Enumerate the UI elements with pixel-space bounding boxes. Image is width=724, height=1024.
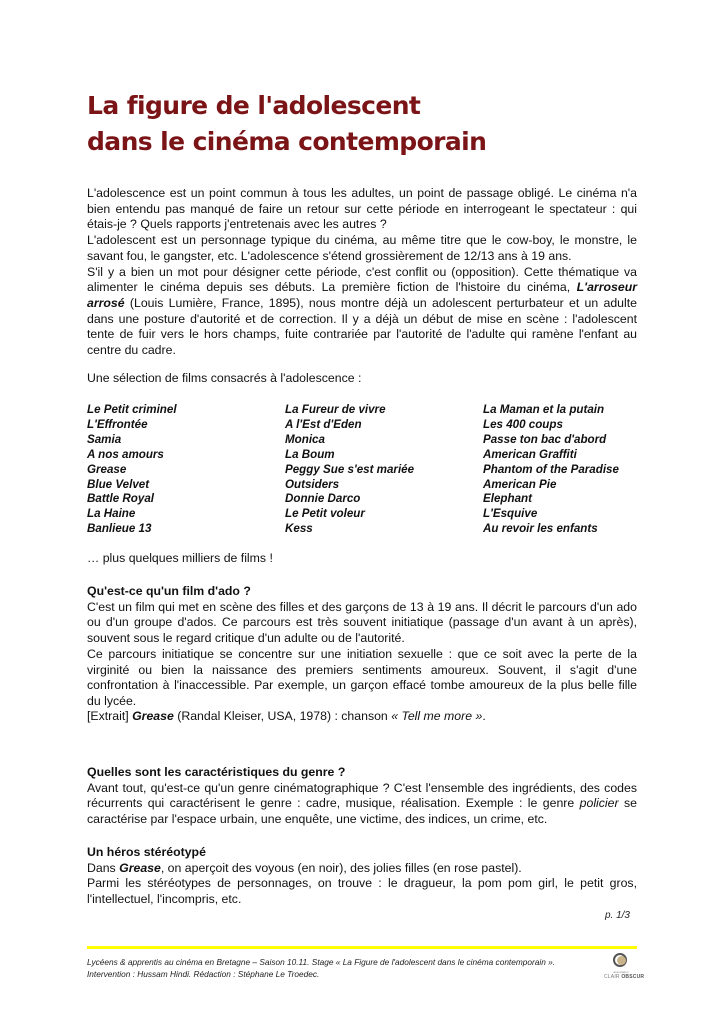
intro-paragraph-2: L'adolescent est un personnage typique du cinéma, au même titre que le cow-boy, le monstre, le savant fou, le gangster, etc. L'adolescence s'étend grossièrement de 12/13 ans à 19 ans. [87, 233, 637, 263]
section-paragraph: C'est un film qui met en scène des filles et des garçons de 13 à 19 ans. Il décrit le parcours d'un ado ou d'un groupe d'ados. Ce parcours est très souvent initiatique (passage d'un avant à un après), souvent sous le regard critique d'un adulte ou de l'autorité. [87, 599, 637, 646]
film-item: La Fureur de vivre [285, 403, 386, 416]
section-paragraph: Ce parcours initiatique se concentre sur une initiation sexuelle : que ce soit avec la perte de la virginité ou bien la naissance des premiers sentiments amoureux. Souvent, il s'agit d'une confrontation à l'inaccessible. Par exemple, un garçon effacé tombe amoureux de la plus belle fille du lycée. [87, 646, 637, 708]
text-run: , on aperçoit des voyous (en noir), des jolies filles (en rose pastel). [160, 860, 522, 875]
film-column-2 [285, 403, 414, 537]
film-item: La Maman et la putain [483, 403, 605, 416]
film-item: Outsiders [285, 477, 340, 491]
film-item: La Boum [285, 447, 335, 461]
section-paragraph [87, 861, 637, 877]
selection-label: Une sélection de films consacrés à l'adolescence : [87, 371, 362, 385]
section-heading: Quelles sont les caractéristiques du genre ? [87, 765, 346, 779]
text-run: Dans [87, 860, 120, 875]
section-genre-characteristics [87, 765, 637, 828]
section-paragraph [87, 781, 637, 828]
film-item: A l'Est d'Eden [285, 417, 362, 431]
film-item: A nos amours [87, 447, 164, 461]
title-line-2: dans le cinéma contemporain [87, 127, 487, 156]
film-item: Monica [285, 432, 325, 446]
section-heading: Qu'est-ce qu'un film d'ado ? [87, 584, 251, 598]
text-run: S'il y a bien un mot pour désigner cette période, c'est conflit ou (opposition). Cette thématique va alimenter le cinéma depuis ses débuts. La première fiction de l'histoire du cinéma, [87, 264, 637, 295]
film-item: Les 400 coups [483, 417, 563, 431]
text-run: [Extrait] [87, 709, 133, 723]
text-run: Avant tout, qu'est-ce qu'un genre cinématographique ? C'est l'ensemble des ingrédients, des codes récurrents qui caractérisent le genre : cadre, musique, réalisation. Exemple : le genre [87, 780, 637, 811]
film-item: Banlieue 13 [87, 522, 152, 536]
film-column-1 [87, 403, 177, 537]
logo-tagline: association [613, 970, 629, 974]
logo-name [604, 974, 645, 980]
text-run: (Louis Lumière, France, 1895), nous montre déjà un adolescent perturbateur et un adulte dans une posture d'autorité et de correction. Il y a déjà un début de mise en scène : l'adolescent tente de fuir vers le hors champs, fuite contrariée par l'autorité de l'adulte qui ramène l'enfant au centre du cadre. [87, 295, 637, 358]
footer-line-2: Intervention : Hussam Hindi. Rédaction : Stéphane Le Troedec. [87, 969, 320, 979]
film-item: Kess [285, 522, 313, 536]
film-title-arroseur: L'arroseur arrosé [87, 280, 637, 310]
section-teen-film [87, 584, 637, 710]
film-item: Elephant [483, 492, 532, 506]
title-line-1: La figure de l'adolescent [87, 91, 421, 120]
section-heading: Un héros stéréotypé [87, 845, 206, 859]
clair-obscur-logo [604, 953, 645, 983]
extract-paragraph [87, 709, 637, 725]
film-item: Grease [87, 462, 127, 476]
section-paragraph: Parmi les stéréotypes de personnages, on trouve : le dragueur, la pom pom girl, le petit gros, l'intellectuel, l'incompris, etc. [87, 876, 637, 907]
film-item: Au revoir les enfants [483, 522, 598, 536]
footer-line-1: Lycéens & apprentis au cinéma en Bretagne – Saison 10.11. Stage « La Figure de l'adolescent dans le cinéma contemporain ». [87, 957, 556, 967]
text-run: . [482, 709, 486, 723]
intro-paragraph-3 [87, 265, 637, 359]
film-title-grease: Grease [132, 709, 174, 723]
intro-paragraph-1: L'adolescence est un point commun à tous les adultes, un point de passage obligé. Le cinéma n'a bien entendu pas manqué de faire un retour sur cette période en interrogeant le spectateur : qui étais-je ? Quels rapports j'entretenais avec les autres ? [87, 186, 637, 232]
film-item: Samia [87, 432, 122, 446]
film-title-grease: Grease [119, 860, 161, 875]
footer-credits [87, 956, 587, 980]
film-item: Passe ton bac d'abord [483, 432, 607, 446]
film-item: Phantom of the Paradise [483, 462, 619, 476]
clair-obscur-logo-icon [613, 953, 627, 967]
film-item: American Pie [483, 477, 557, 491]
text-run: (Randal Kleiser, USA, 1978) : chanson [173, 709, 392, 723]
film-item: Le Petit voleur [285, 507, 365, 521]
extract-line [87, 709, 637, 725]
film-item: Le Petit criminel [87, 403, 177, 416]
document-title [87, 88, 647, 160]
film-item: American Graffiti [483, 447, 577, 461]
film-item: Donnie Darco [285, 492, 361, 506]
genre-term: policier [579, 796, 619, 811]
logo-name-light: CLAIR [604, 974, 622, 980]
more-films-note: … plus quelques milliers de films ! [87, 551, 273, 565]
song-title: « Tell me more » [391, 709, 483, 723]
logo-name-bold: OBSCUR [621, 974, 645, 980]
text-run: se caractérise par l'espace urbain, une enquête, une victime, des indices, un crime, etc. [87, 796, 637, 827]
film-item: L'Effrontée [87, 417, 148, 431]
page-number: p. 1/3 [604, 910, 630, 921]
footer-divider [87, 946, 637, 949]
film-item: Blue Velvet [87, 477, 150, 491]
film-column-3 [483, 403, 619, 537]
film-item: Peggy Sue s'est mariée [285, 462, 415, 476]
film-item: L'Esquive [483, 507, 538, 521]
film-item: Battle Royal [87, 492, 155, 506]
intro-section [87, 186, 637, 359]
section-stereotyped-hero [87, 845, 637, 908]
film-item: La Haine [87, 507, 136, 521]
